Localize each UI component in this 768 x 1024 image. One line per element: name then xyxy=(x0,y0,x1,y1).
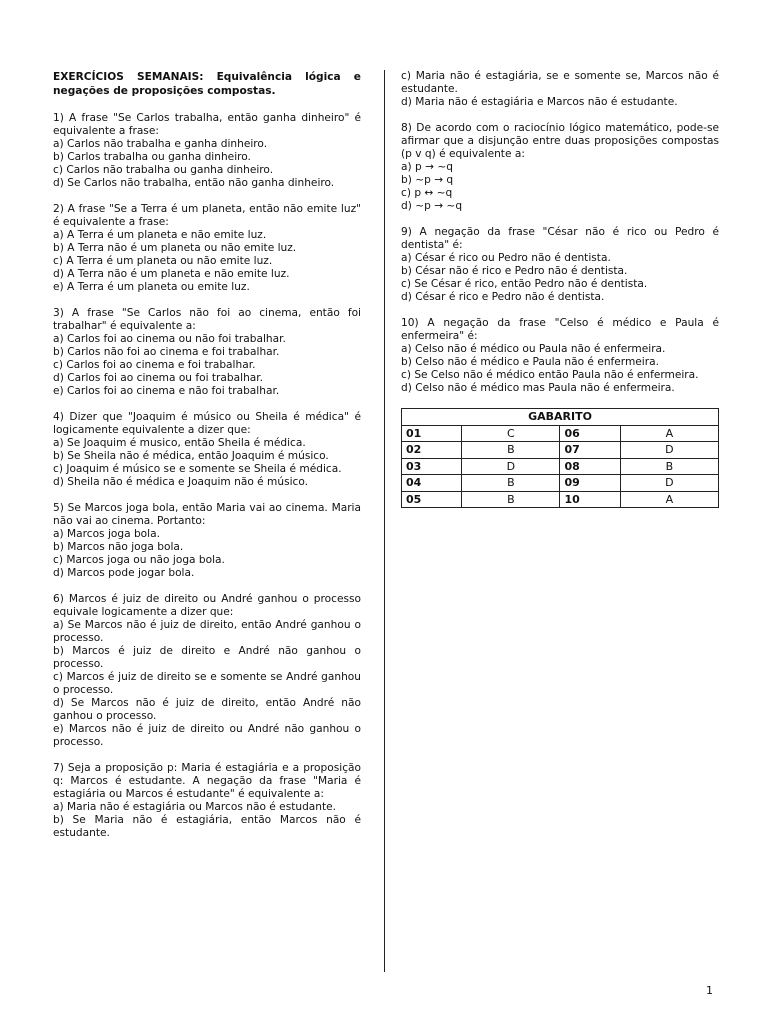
option: c) p ↔ ~q xyxy=(401,187,453,199)
option: c) Marcos é juiz de direito se e somente se André ganhou o processo. xyxy=(53,671,361,696)
option: e) Marcos não é juiz de direito ou André não ganhou o processo. xyxy=(53,723,361,748)
option: b) Celso não é médico e Paula não é enfermeira. xyxy=(401,356,659,368)
option: c) Se Celso não é médico então Paula não é enfermeira. xyxy=(401,369,699,381)
option: b) Carlos não foi ao cinema e foi trabalhar. xyxy=(53,346,280,358)
option: b) ~p → q xyxy=(401,174,454,186)
left-column xyxy=(53,70,361,853)
question-stem: 5) Se Marcos joga bola, então Maria vai ao cinema. Maria não vai ao cinema. Portanto: xyxy=(53,502,361,527)
question-9 xyxy=(401,226,719,304)
option: c) Marcos joga ou não joga bola. xyxy=(53,554,225,566)
question-5 xyxy=(53,502,361,580)
option: a) Se Joaquim é musico, então Sheila é médica. xyxy=(53,437,306,449)
question-7 xyxy=(53,762,361,840)
question-stem: 3) A frase "Se Carlos não foi ao cinema, então foi trabalhar" é equivalente a: xyxy=(53,307,361,332)
answer: D xyxy=(462,458,560,475)
option: b) Marcos é juiz de direito e André não ganhou o processo. xyxy=(53,645,361,670)
option: a) Carlos não trabalha e ganha dinheiro. xyxy=(53,138,268,150)
option: b) Carlos trabalha ou ganha dinheiro. xyxy=(53,151,251,163)
table-row xyxy=(402,491,719,508)
question-number: 01 xyxy=(402,425,462,442)
question-stem: 6) Marcos é juiz de direito ou André ganhou o processo equivale logicamente a dizer que: xyxy=(53,593,361,618)
question-stem: 7) Seja a proposição p: Maria é estagiária e a proposição q: Marcos é estudante. A negação da frase "Maria é estagiária ou Marcos é estudante" é equivalente a: xyxy=(53,762,361,800)
question-number: 07 xyxy=(560,442,620,459)
option: a) A Terra é um planeta e não emite luz. xyxy=(53,229,267,241)
option: d) Marcos pode jogar bola. xyxy=(53,567,195,579)
question-stem: 2) A frase "Se a Terra é um planeta, então não emite luz" é equivalente a frase: xyxy=(53,203,361,228)
question-number: 10 xyxy=(560,491,620,508)
option: d) Carlos foi ao cinema ou foi trabalhar. xyxy=(53,372,264,384)
question-3 xyxy=(53,307,361,398)
answer: B xyxy=(462,491,560,508)
option: a) Se Marcos não é juiz de direito, então André ganhou o processo. xyxy=(53,619,361,644)
option: a) César é rico ou Pedro não é dentista. xyxy=(401,252,611,264)
option: e) Carlos foi ao cinema e não foi trabalhar. xyxy=(53,385,280,397)
table-row xyxy=(402,425,719,442)
answer: D xyxy=(620,475,718,492)
answer: B xyxy=(462,475,560,492)
question-stem: 10) A negação da frase "Celso é médico e Paula é enfermeira" é: xyxy=(401,317,719,342)
question-stem: 8) De acordo com o raciocínio lógico matemático, pode-se afirmar que a disjunção entre duas proposições compostas (p v q) é equivalente a: xyxy=(401,122,719,160)
question-number: 09 xyxy=(560,475,620,492)
option: b) A Terra não é um planeta ou não emite luz. xyxy=(53,242,297,254)
option: c) A Terra é um planeta ou não emite luz. xyxy=(53,255,273,267)
question-number: 03 xyxy=(402,458,462,475)
question-number: 04 xyxy=(402,475,462,492)
question-number: 05 xyxy=(402,491,462,508)
option: b) Se Sheila não é médica, então Joaquim é músico. xyxy=(53,450,329,462)
option: c) Joaquim é músico se e somente se Sheila é médica. xyxy=(53,463,342,475)
question-4 xyxy=(53,411,361,489)
table-row xyxy=(402,458,719,475)
option: a) Celso não é médico ou Paula não é enfermeira. xyxy=(401,343,666,355)
option: c) Carlos não trabalha ou ganha dinheiro. xyxy=(53,164,274,176)
question-7-continued xyxy=(401,70,719,109)
answer: A xyxy=(620,425,718,442)
answer: B xyxy=(620,458,718,475)
option: b) Se Maria não é estagiária, então Marcos não é estudante. xyxy=(53,814,361,839)
question-stem: 9) A negação da frase "César não é rico ou Pedro é dentista" é: xyxy=(401,226,719,251)
table-row xyxy=(402,475,719,492)
answer: A xyxy=(620,491,718,508)
answer: D xyxy=(620,442,718,459)
option: c) Carlos foi ao cinema e foi trabalhar. xyxy=(53,359,256,371)
question-number: 02 xyxy=(402,442,462,459)
option: a) p → ~q xyxy=(401,161,453,173)
option: d) Sheila não é médica e Joaquim não é músico. xyxy=(53,476,309,488)
answer: C xyxy=(462,425,560,442)
page-title: EXERCÍCIOS SEMANAIS: Equivalência lógica e negações de proposições compostas. xyxy=(53,71,361,97)
question-10 xyxy=(401,317,719,395)
option: e) A Terra é um planeta ou emite luz. xyxy=(53,281,250,293)
option: d) Se Carlos não trabalha, então não ganha dinheiro. xyxy=(53,177,335,189)
option: d) César é rico e Pedro não é dentista. xyxy=(401,291,605,303)
option: b) Marcos não joga bola. xyxy=(53,541,184,553)
option: c) Maria não é estagiária, se e somente se, Marcos não é estudante. xyxy=(401,70,719,95)
option: d) A Terra não é um planeta e não emite luz. xyxy=(53,268,290,280)
option: d) Se Marcos não é juiz de direito, então André não ganhou o processo. xyxy=(53,697,361,722)
page-number: 1 xyxy=(706,984,713,997)
answer: B xyxy=(462,442,560,459)
option: a) Carlos foi ao cinema ou não foi trabalhar. xyxy=(53,333,286,345)
option: c) Se César é rico, então Pedro não é dentista. xyxy=(401,278,648,290)
question-number: 08 xyxy=(560,458,620,475)
column-divider xyxy=(384,70,385,972)
option: d) Maria não é estagiária e Marcos não é estudante. xyxy=(401,96,678,108)
answer-key-header: GABARITO xyxy=(402,409,719,426)
question-8 xyxy=(401,122,719,213)
answer-key-table xyxy=(401,408,719,508)
question-6 xyxy=(53,593,361,749)
option: b) César não é rico e Pedro não é dentista. xyxy=(401,265,628,277)
option: d) Celso não é médico mas Paula não é enfermeira. xyxy=(401,382,675,394)
question-stem: 1) A frase "Se Carlos trabalha, então ganha dinheiro" é equivalente a frase: xyxy=(53,112,361,137)
option: a) Marcos joga bola. xyxy=(53,528,160,540)
option: a) Maria não é estagiária ou Marcos não é estudante. xyxy=(53,801,337,813)
right-column xyxy=(401,70,719,508)
question-1 xyxy=(53,112,361,190)
option: d) ~p → ~q xyxy=(401,200,463,212)
question-number: 06 xyxy=(560,425,620,442)
question-2 xyxy=(53,203,361,294)
question-stem: 4) Dizer que "Joaquim é músico ou Sheila é médica" é logicamente equivalente a dizer que: xyxy=(53,411,361,436)
table-row xyxy=(402,442,719,459)
